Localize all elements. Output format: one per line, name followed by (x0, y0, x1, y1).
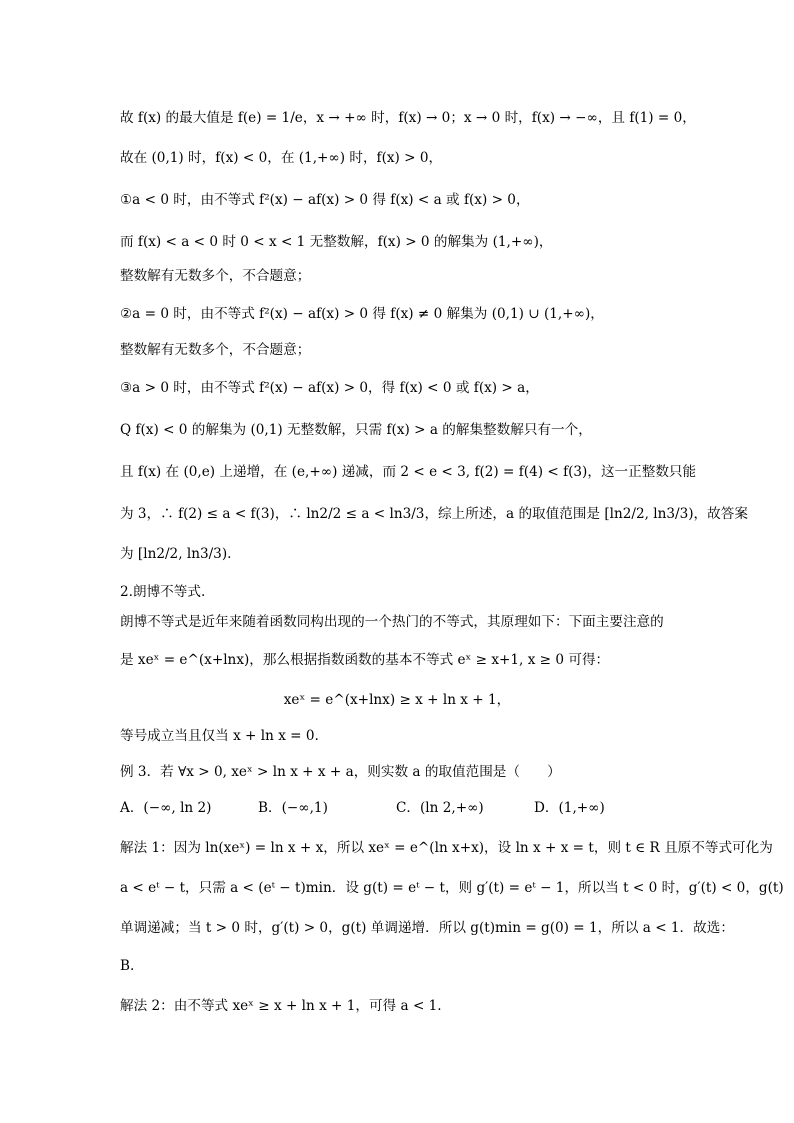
option-c: C．(ln 2,+∞) (396, 800, 484, 816)
section-heading: 2.朗博不等式. (120, 584, 206, 600)
display-equation: xeˣ = e^(x+lnx) ≥ x + ln x + 1， (283, 692, 511, 708)
text-line: ③a > 0 时，由不等式 f²(x) − af(x) > 0，得 f(x) < 0 或 f(x) > a， (120, 380, 539, 396)
text-line: a < eᵗ − t，只需 a < (eᵗ − t)min．设 g(t) = eᵗ − t，则 g′(t) = eᵗ − 1，所以当 t < 0 时，g′(t) < 0，g(t) (120, 880, 784, 896)
option-a: A．(−∞, ln 2) (120, 800, 212, 816)
text-line: 朗博不等式是近年来随着函数同构出现的一个热门的不等式，其原理如下：下面主要注意的 (120, 614, 664, 630)
text-line: ①a < 0 时，由不等式 f²(x) − af(x) > 0 得 f(x) < a 或 f(x) > 0， (120, 192, 530, 208)
text-line: ②a = 0 时，由不等式 f²(x) − af(x) > 0 得 f(x) ≠ 0 解集为 (0,1) ∪ (1,+∞)， (120, 306, 604, 322)
text-line: 故 f(x) 的最大值是 f(e) = 1/e，x → +∞ 时，f(x) → 0；x → 0 时，f(x) → −∞，且 f(1) = 0， (120, 110, 696, 126)
option-d: D．(1,+∞) (534, 800, 605, 816)
text-line: 整数解有无数多个，不合题意； (120, 342, 311, 358)
text-line: 为 [ln2/2, ln3/3). (120, 546, 232, 562)
text-line: 解法 2：由不等式 xeˣ ≥ x + ln x + 1，可得 a < 1. (120, 998, 442, 1014)
text-line: 单调递减；当 t > 0 时，g′(t) > 0，g(t) 单调递增．所以 g(t)min = g(0) = 1，所以 a < 1．故选： (120, 920, 734, 936)
example-question: 例 3．若 ∀x > 0, xeˣ > ln x + x + a，则实数 a 的取值范围是（ ） (120, 764, 561, 780)
text-line: 整数解有无数多个，不合题意； (120, 268, 311, 284)
text-line: B. (120, 958, 135, 974)
text-line: 故在 (0,1) 时，f(x) < 0，在 (1,+∞) 时，f(x) > 0， (120, 150, 443, 166)
text-line: 是 xeˣ = e^(x+lnx)，那么根据指数函数的基本不等式 eˣ ≥ x+1, x ≥ 0 可得： (120, 652, 610, 668)
text-line: 解法 1：因为 ln(xeˣ) = ln x + x，所以 xeˣ = e^(ln x+x)，设 ln x + x = t，则 t ∈ R 且原不等式可化为 (120, 840, 773, 856)
text-line: Q f(x) < 0 的解集为 (0,1) 无整数解，只需 f(x) > a 的解集整数解只有一个， (120, 422, 592, 438)
text-line: 而 f(x) < a < 0 时 0 < x < 1 无整数解，f(x) > 0 的解集为 (1,+∞)， (120, 234, 553, 250)
text-line: 为 3，∴ f(2) ≤ a < f(3)，∴ ln2/2 ≤ a < ln3/3，综上所述，a 的取值范围是 [ln2/2, ln3/3)，故答案 (120, 506, 748, 522)
option-b: B．(−∞,1) (258, 800, 328, 816)
text-line: 且 f(x) 在 (0,e) 上递增，在 (e,+∞) 递减，而 2 < e < 3, f(2) = f(4) < f(3)，这一正整数只能 (120, 464, 697, 480)
text-line: 等号成立当且仅当 x + ln x = 0. (120, 728, 319, 744)
